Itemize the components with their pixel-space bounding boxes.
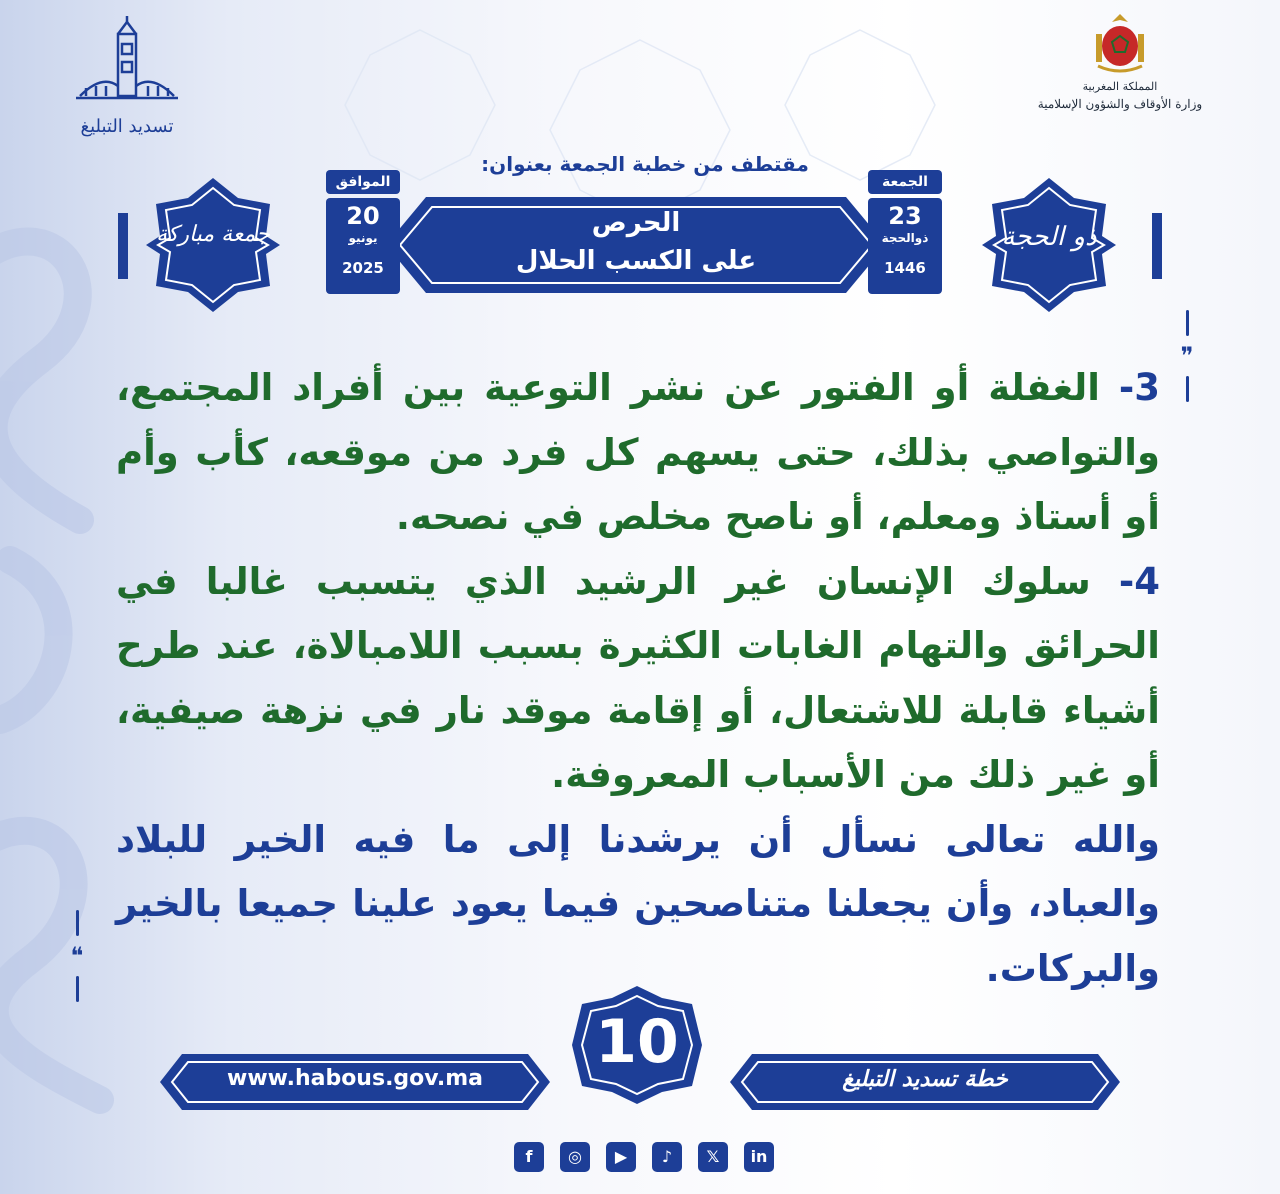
- plan-label: خطة تسديد التبليغ: [842, 1066, 1008, 1092]
- sermon-excerpt: [116, 356, 1160, 1001]
- ornament-dash: [76, 976, 79, 1002]
- right-side-bar: [1152, 213, 1162, 279]
- ministry-label: وزارة الأوقاف والشؤون الإسلامية: [1037, 97, 1203, 111]
- point-3-number: 3-: [1099, 366, 1161, 409]
- sermon-subtitle: مقتطف من خطبة الجمعة بعنوان:: [481, 152, 809, 176]
- quote-mark-icon: ❝: [70, 942, 84, 970]
- coat-of-arms-icon: [1088, 10, 1152, 74]
- ministry-logo: [1030, 10, 1210, 111]
- left-quote-ornament: [70, 910, 84, 1010]
- sermon-title-line1: الحرص: [591, 208, 681, 238]
- hijri-date: [868, 198, 942, 294]
- gregorian-date: [326, 198, 400, 294]
- left-side-bar: [118, 213, 128, 279]
- gregorian-day: 20: [346, 202, 380, 230]
- tiktok-icon[interactable]: ♪: [652, 1142, 682, 1172]
- ornament-dash: [1186, 310, 1189, 336]
- hijri-day: 23: [888, 202, 922, 230]
- linkedin-icon[interactable]: in: [744, 1142, 774, 1172]
- point-3: [116, 356, 1160, 550]
- social-links: [514, 1142, 774, 1172]
- sermon-title: [386, 204, 886, 280]
- point-4-number: 4-: [1090, 559, 1160, 603]
- sermon-title-line2: على الكسب الحلال: [515, 246, 757, 276]
- mosque-icon: [72, 14, 182, 110]
- hijri-month: ذوالحجة: [881, 231, 929, 245]
- closing-prayer: والله تعالى نسأل أن يرشدنا إلى ما فيه الخير للبلاد والعباد، وأن يجعلنا متناصحين فيما يعود علينا جميعا بالخير والبركات.: [116, 817, 1160, 990]
- jumua-mubaraka-medallion-text: جمعة مباركة: [156, 222, 270, 247]
- x-icon[interactable]: 𝕏: [698, 1142, 728, 1172]
- left-logo-caption: تسديد التبليغ: [80, 116, 174, 137]
- facebook-icon[interactable]: f: [514, 1142, 544, 1172]
- quote-mark-icon: ❞: [1180, 342, 1194, 370]
- point-4: [116, 550, 1160, 808]
- hijri-year: 1446: [884, 259, 926, 277]
- hijri-label: الجمعة: [868, 170, 942, 194]
- instagram-icon[interactable]: ◎: [560, 1142, 590, 1172]
- sermon-number: 10: [595, 1007, 679, 1077]
- gregorian-month: يونيو: [348, 231, 378, 245]
- kingdom-label: المملكة المغربية: [1082, 80, 1158, 93]
- tasdid-tabligh-logo: [62, 14, 192, 137]
- gregorian-label: الموافق: [326, 170, 400, 194]
- gregorian-year: 2025: [342, 259, 384, 277]
- dhul-hijjah-medallion-text: ذو الحجة: [1001, 222, 1097, 252]
- ornament-dash: [1186, 376, 1189, 402]
- website-link[interactable]: www.habous.gov.ma: [227, 1066, 483, 1091]
- right-quote-ornament: [1180, 310, 1194, 410]
- youtube-icon[interactable]: ▶: [606, 1142, 636, 1172]
- point-4-text: سلوك الإنسان غير الرشيد الذي يتسبب غالبا في الحرائق والتهام الغابات الكثيرة بسبب اللامبالاة، عند طرح أشياء قابلة للاشتعال، أو إقامة موقد نار في نزهة صيفية، أو غير ذلك من الأسباب المعروفة.: [116, 559, 1160, 796]
- ornament-dash: [76, 910, 79, 936]
- point-3-text: الغفلة أو الفتور عن نشر التوعية بين أفراد المجتمع، والتواصي بذلك، حتى يسهم كل فرد من موقعه، كأب وأم أو أستاذ ومعلم، أو ناصح مخلص في نصحه.: [116, 366, 1160, 538]
